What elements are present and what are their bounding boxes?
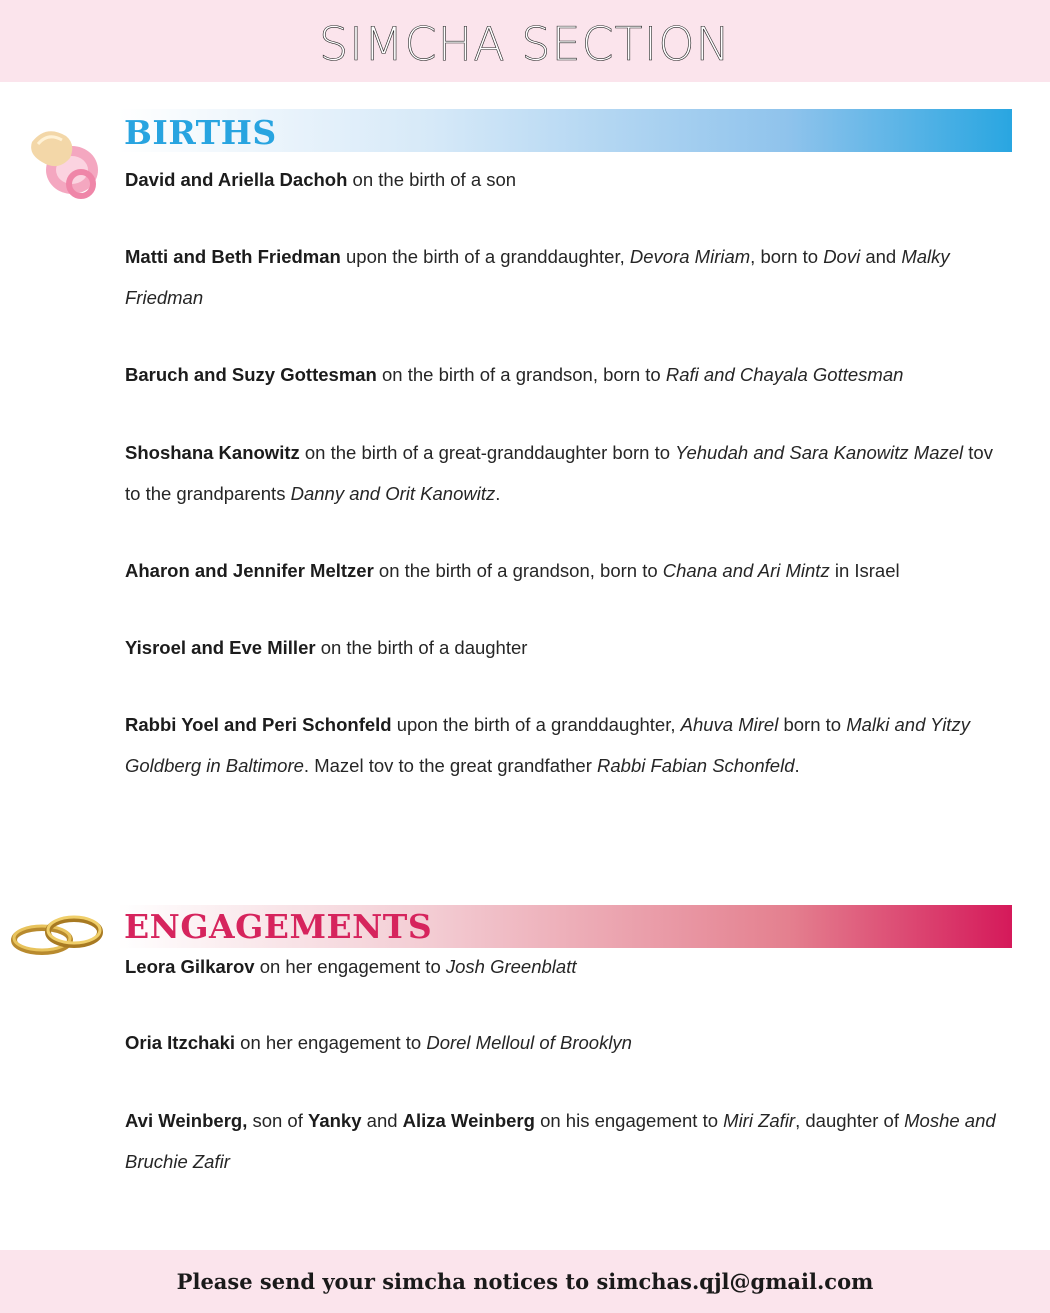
page-title: SIMCHA SECTION: [319, 17, 731, 71]
name-text: Aliza Weinberg: [402, 1110, 535, 1131]
entry-text: in Israel: [829, 560, 900, 581]
footer-text: Please send your simcha notices to simchas.qjl@gmail.com: [176, 1269, 874, 1294]
italic-name-text: Ahuva Mirel: [680, 714, 779, 735]
birth-entry: [125, 236, 1005, 318]
entry-text: .: [794, 755, 800, 776]
entry-text: and: [860, 246, 902, 267]
births-title: BIRTHS: [124, 113, 277, 152]
name-text: David and Ariella Dachoh: [125, 169, 348, 190]
birth-entry: [125, 354, 1005, 395]
italic-name-text: Rafi and Chayala Gottesman: [665, 364, 904, 385]
italic-name-text: Devora Miriam: [629, 246, 751, 267]
name-text: Baruch and Suzy Gottesman: [125, 364, 377, 385]
entry-text: and: [361, 1110, 403, 1131]
italic-name-text: Miri Zafir: [723, 1110, 796, 1131]
entry-text: born to: [778, 714, 847, 735]
entry-text: upon the birth of a granddaughter,: [391, 714, 681, 735]
engagement-entry: [125, 946, 1005, 987]
name-text: Leora Gilkarov: [125, 956, 255, 977]
name-text: Aharon and Jennifer Meltzer: [125, 560, 374, 581]
entry-text: on her engagement to: [254, 956, 446, 977]
birth-entry: [125, 159, 1005, 200]
italic-name-text: Malky Friedman: [125, 246, 950, 308]
name-text: Avi Weinberg,: [125, 1110, 248, 1131]
name-text: Matti and Beth Friedman: [125, 246, 341, 267]
entry-text: tov to the grandparents: [125, 442, 993, 504]
name-text: Oria Itzchaki: [125, 1032, 236, 1053]
birth-entry: [125, 550, 1005, 591]
entry-text: on his engagement to: [534, 1110, 724, 1131]
name-text: Yisroel and Eve Miller: [125, 637, 316, 658]
name-text: Yanky: [308, 1110, 362, 1131]
birth-entry: [125, 432, 1005, 514]
pacifier-icon: [24, 120, 110, 206]
entry-text: , daughter of: [795, 1110, 905, 1131]
name-text: Rabbi Yoel and Peri Schonfeld: [125, 714, 392, 735]
name-text: Shoshana Kanowitz: [125, 442, 300, 463]
entry-text: upon the birth of a granddaughter,: [340, 246, 630, 267]
entry-text: on the birth of a great-granddaughter born to: [299, 442, 676, 463]
italic-name-text: Yehudah and Sara Kanowitz Mazel: [675, 442, 964, 463]
entry-text: on her engagement to: [235, 1032, 427, 1053]
wedding-rings-icon: [8, 906, 108, 962]
entry-text: .: [495, 483, 501, 504]
entry-text: on the birth of a grandson, born to: [376, 364, 666, 385]
italic-name-text: Moshe and Bruchie Zafir: [125, 1110, 996, 1172]
italic-name-text: Rabbi Fabian Schonfeld: [597, 755, 795, 776]
entry-text: on the birth of a grandson, born to: [373, 560, 663, 581]
entry-text: on the birth of a son: [347, 169, 517, 190]
entry-text: , born to: [750, 246, 824, 267]
engagement-entry: [125, 1022, 1005, 1063]
entry-text: on the birth of a daughter: [315, 637, 528, 658]
engagements-title: ENGAGEMENTS: [124, 907, 433, 946]
birth-entry: [125, 704, 1005, 786]
engagement-entry: [125, 1100, 1005, 1182]
italic-name-text: Dovi: [823, 246, 861, 267]
italic-name-text: Malki and Yitzy Goldberg in Baltimore: [125, 714, 970, 776]
italic-name-text: Chana and Ari Mintz: [662, 560, 830, 581]
entry-text: son of: [247, 1110, 309, 1131]
header-bar: [0, 0, 1050, 82]
italic-name-text: Danny and Orit Kanowitz: [290, 483, 496, 504]
birth-entry: [125, 627, 1005, 668]
footer-bar: [0, 1250, 1050, 1313]
entry-text: . Mazel tov to the great grandfather: [303, 755, 598, 776]
italic-name-text: Josh Greenblatt: [445, 956, 577, 977]
italic-name-text: Dorel Melloul of Brooklyn: [426, 1032, 632, 1053]
